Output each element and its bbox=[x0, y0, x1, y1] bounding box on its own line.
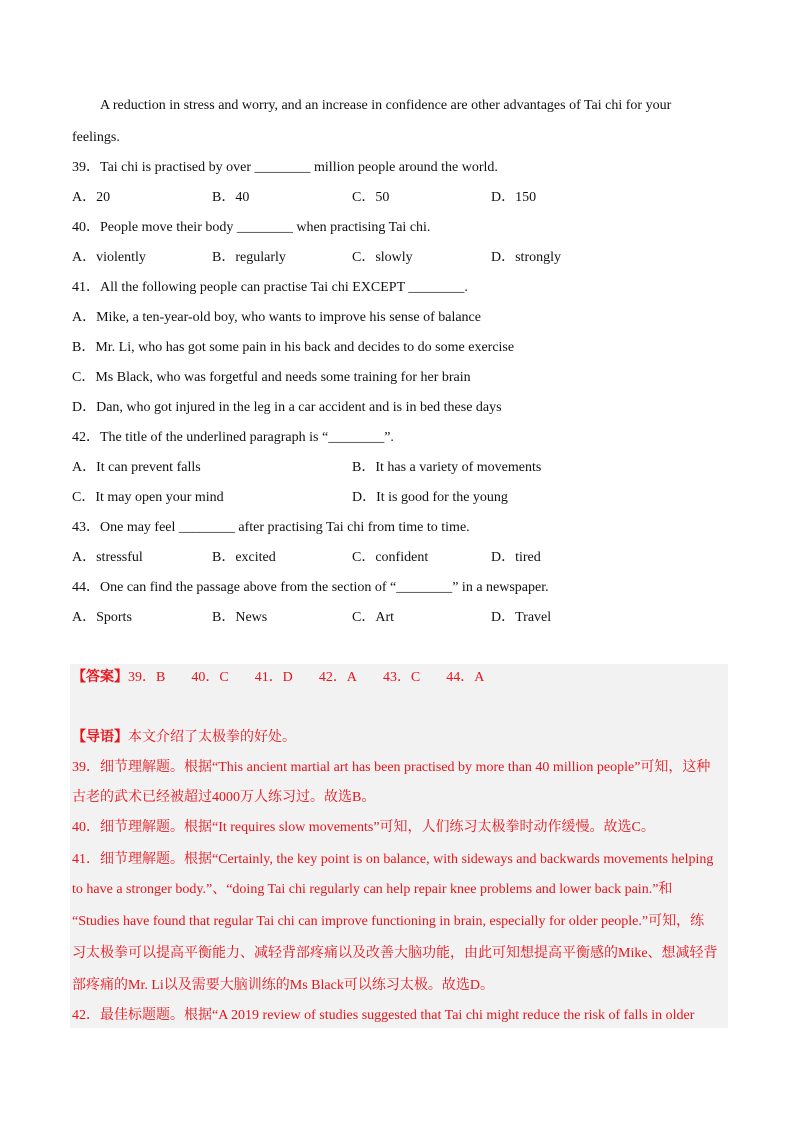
question-42-option-a: A．It can prevent falls bbox=[72, 460, 201, 475]
question-41-option-c: C．Ms Black, who was forgetful and needs some training for her brain bbox=[72, 370, 471, 385]
question-44-stem: 44．One can find the passage above from the section of “________” in a newspaper. bbox=[72, 580, 549, 595]
question-43-option-a: A．stressful bbox=[72, 550, 143, 565]
question-39-stem: 39．Tai chi is practised by over ________ million people around the world. bbox=[72, 160, 498, 175]
question-43-stem: 43．One may feel ________ after practising Tai chi from time to time. bbox=[72, 520, 470, 535]
passage-line-2: feelings. bbox=[72, 130, 120, 145]
answer-tag: 【答案】 bbox=[72, 670, 128, 685]
answer-39: 39．B bbox=[128, 670, 166, 685]
question-42-option-c: C．It may open your mind bbox=[72, 490, 224, 505]
question-39-option-a: A．20 bbox=[72, 190, 111, 205]
guide-text: 本文介绍了太极拳的好处。 bbox=[128, 730, 296, 745]
explanation-line-3: 40．细节理解题。根据“It requires slow movements”可知，人们练习太极拳时动作缓慢。故选C。 bbox=[72, 820, 655, 835]
question-41-option-a: A．Mike, a ten-year-old boy, who wants to improve his sense of balance bbox=[72, 310, 481, 325]
question-44-option-a: A．Sports bbox=[72, 610, 132, 625]
question-43-option-c: C．confident bbox=[352, 550, 429, 565]
answer-40: 40．C bbox=[191, 670, 229, 685]
explanation-line-2: 古老的武术已经被超过4000万人练习过。故选B。 bbox=[72, 790, 376, 805]
answer-line bbox=[72, 668, 510, 688]
question-40-stem: 40．People move their body ________ when practising Tai chi. bbox=[72, 220, 431, 235]
answer-41: 41．D bbox=[254, 670, 293, 685]
question-39-option-b: B．40 bbox=[212, 190, 250, 205]
question-44-option-b: B．News bbox=[212, 610, 268, 625]
answer-44: 44．A bbox=[446, 670, 485, 685]
answer-43: 43．C bbox=[382, 670, 421, 685]
answer-section bbox=[70, 664, 728, 1028]
question-44-option-c: C．Art bbox=[352, 610, 394, 625]
question-39-option-c: C．50 bbox=[352, 190, 390, 205]
explanation-line-9: 42．最佳标题题。根据“A 2019 review of studies suggested that Tai chi might reduce the risk of falls in older bbox=[72, 1008, 695, 1023]
question-41-stem: 41．All the following people can practise Tai chi EXCEPT ________. bbox=[72, 280, 468, 295]
question-41-option-d: D．Dan, who got injured in the leg in a car accident and is in bed these days bbox=[72, 400, 502, 415]
question-40-option-b: B．regularly bbox=[212, 250, 286, 265]
question-43-option-d: D．tired bbox=[491, 550, 541, 565]
explanation-line-6: “Studies have found that regular Tai chi can improve functioning in brain, especially for older people.”可知，练 bbox=[72, 914, 705, 929]
explanation-line-5: to have a stronger body.”、“doing Tai chi regularly can help repair knee problems and lower back pain.”和 bbox=[72, 882, 673, 897]
question-40-option-a: A．violently bbox=[72, 250, 146, 265]
question-40-option-c: C．slowly bbox=[352, 250, 413, 265]
guide-line bbox=[72, 728, 296, 748]
explanation-line-8: 部疼痛的Mr. Li以及需要大脑训练的Ms Black可以练习太极。故选D。 bbox=[72, 978, 494, 993]
question-44-option-d: D．Travel bbox=[491, 610, 552, 625]
question-42-stem: 42．The title of the underlined paragraph is “________”. bbox=[72, 430, 394, 445]
question-43-option-b: B．excited bbox=[212, 550, 276, 565]
question-40-option-d: D．strongly bbox=[491, 250, 561, 265]
question-42-option-b: B．It has a variety of movements bbox=[352, 460, 542, 475]
question-42-option-d: D．It is good for the young bbox=[352, 490, 508, 505]
question-39-option-d: D．150 bbox=[491, 190, 537, 205]
explanation-line-7: 习太极拳可以提高平衡能力、减轻背部疼痛以及改善大脑功能，由此可知想提高平衡感的Mike、想减轻背 bbox=[72, 946, 718, 961]
guide-tag: 【导语】 bbox=[72, 730, 128, 745]
question-41-option-b: B．Mr. Li, who has got some pain in his back and decides to do some exercise bbox=[72, 340, 515, 355]
passage-line-1: A reduction in stress and worry, and an increase in confidence are other advantages of Tai chi for your bbox=[100, 98, 672, 113]
answer-42: 42．A bbox=[318, 670, 357, 685]
explanation-line-1: 39．细节理解题。根据“This ancient martial art has been practised by more than 40 million people”可知，这种 bbox=[72, 760, 711, 775]
explanation-line-4: 41．细节理解题。根据“Certainly, the key point is on balance, with sideways and backwards movements helping bbox=[72, 852, 714, 867]
